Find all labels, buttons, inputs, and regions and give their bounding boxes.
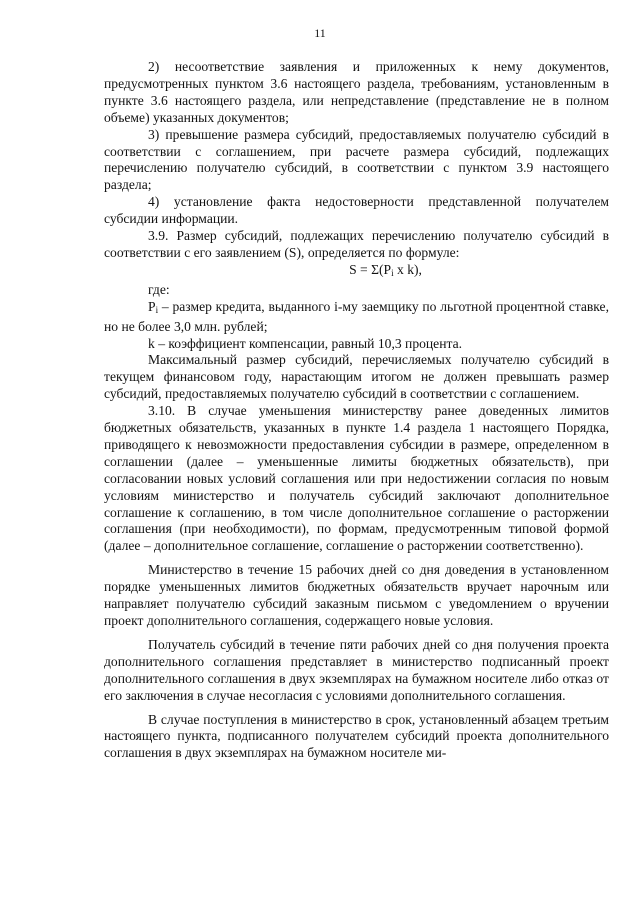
paragraph-item-3: 3) превышение размера субсидий, предоставляемых получателю субсидий в соответствии с соглашением, при расчете размера субсидий, подлежащих перечислению получателю субсидий, в соответствии с пунктом 3.9 настоящего раздела; bbox=[104, 126, 609, 193]
pi-definition bbox=[104, 299, 609, 336]
formula-suffix: x k), bbox=[393, 261, 422, 277]
pi-symbol: P bbox=[148, 298, 156, 314]
paragraph-item-4: 4) установление факта недостоверности представленной получателем субсидии информации. bbox=[104, 194, 609, 227]
paragraph-max-size: Максимальный размер субсидий, перечисляемых получателю субсидий в текущем финансовом году, нарастающим итогом не должен превышать размер субсидий, предоставляемых получателю субсидий в соответствии с соглашением. bbox=[104, 352, 609, 402]
paragraph-recipient: Получатель субсидий в течение пяти рабочих дней со дня получения проекта дополнительного соглашения представляет в министерство подписанный проект дополнительного соглашения в двух экземплярах на бумажном носителе либо отказ от его заключения в случае несогласия с условиями дополнительного соглашения. bbox=[104, 636, 609, 703]
pi-subscript: i bbox=[155, 304, 159, 315]
paragraph-receipt: В случае поступления в министерство в срок, установленный абзацем третьим настоящего пункта, подписанного получателем субсидий проекта дополнительного соглашения в двух экземплярах на бумажном носителе ми- bbox=[104, 711, 609, 761]
where-label: где: bbox=[148, 281, 170, 297]
formula bbox=[104, 262, 609, 282]
formula-subscript: i bbox=[391, 267, 394, 278]
k-definition: k – коэффициент компенсации, равный 10,3 процента. bbox=[148, 335, 463, 351]
document-body bbox=[104, 59, 609, 762]
page-number: 11 bbox=[314, 26, 326, 40]
paragraph-item-2: 2) несоответствие заявления и приложенных к нему документов, предусмотренных пунктом 3.6 настоящего раздела, требованиям, установленным в пункте 3.6 настоящего раздела, или непредставление (представление не в полном объеме) указанных документов; bbox=[104, 59, 609, 125]
paragraph-3-9: 3.9. Размер субсидий, подлежащих перечислению получателю субсидий в соответствии с его заявлением (S), определяется по формуле: bbox=[104, 228, 609, 260]
formula-prefix: S = Σ(P bbox=[349, 261, 392, 277]
pi-text: – размер кредита, выданного i-му заемщику по льготной процентной ставке, но не более 3,0 млн. рублей; bbox=[104, 298, 609, 334]
paragraph-ministry: Министерство в течение 15 рабочих дней со дня доведения в установленном порядке уменьшенных лимитов бюджетных обязательств вручает нарочным или направляет получателю субсидий заказным письмом с уведомлением о вручении проект дополнительного соглашения, содержащего новые условия. bbox=[104, 562, 609, 628]
paragraph-3-10: 3.10. В случае уменьшения министерству ранее доведенных лимитов бюджетных обязательств, указанных в пункте 1.4 раздела 1 настоящего Порядка, приводящего к невозможности предоставления субсидии в размере, определенном в соглашении (далее – уменьшенные лимиты бюджетных обязательств), при согласовании новых условий соглашения или при недостижении согласия по новым условиям министерство и получатель субсидий заключают дополнительное соглашение к соглашению, в том числе дополнительное соглашение о расторжении соглашения (при необходимости), по формам, предусмотренным типовой формой (далее – дополнительное соглашение, соглашение о расторжении соответственно). bbox=[104, 403, 609, 554]
